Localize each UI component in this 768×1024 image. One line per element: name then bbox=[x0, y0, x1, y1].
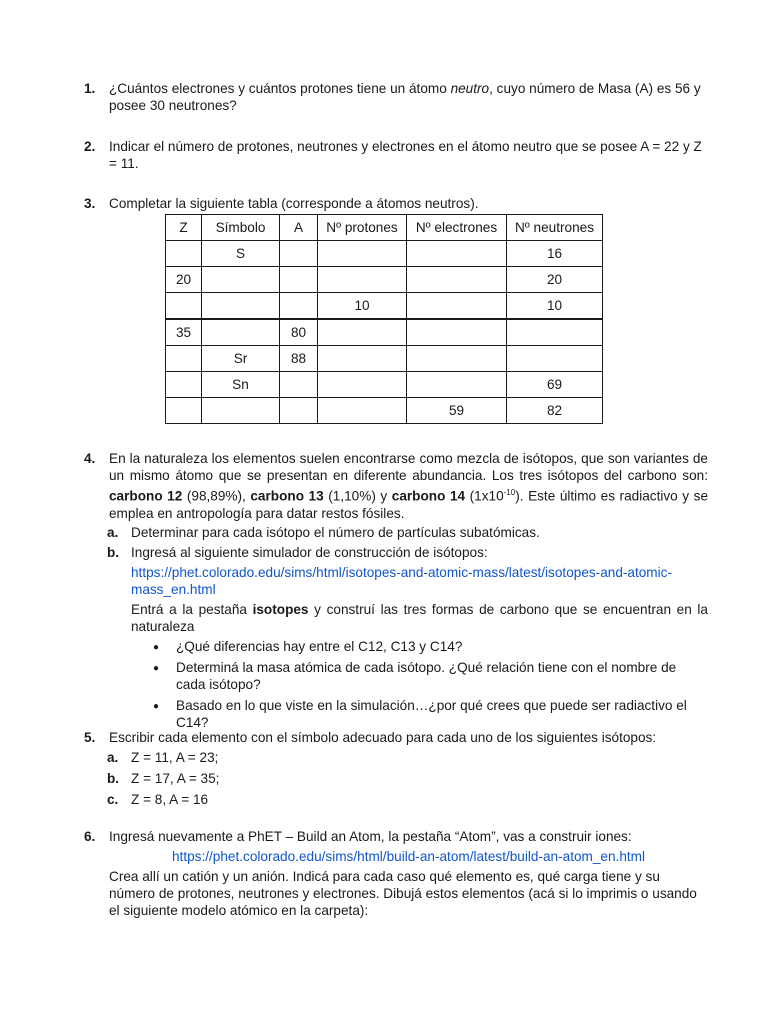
table-header-row bbox=[166, 215, 603, 241]
table-cell[interactable]: 88 bbox=[280, 346, 318, 372]
bullet-item bbox=[153, 659, 708, 693]
header-cell: Nº electrones bbox=[407, 215, 507, 241]
item-label: b. bbox=[107, 771, 120, 786]
subquestion-label: b. bbox=[107, 544, 120, 560]
table-cell[interactable] bbox=[407, 319, 507, 346]
subquestion-text: Determinar para cada isótopo el número de partículas subatómicas. bbox=[131, 524, 540, 540]
bullet-text: ¿Qué diferencias hay entre el C12, C13 y C14? bbox=[176, 638, 463, 654]
table-cell[interactable]: 10 bbox=[318, 293, 407, 320]
table-row bbox=[166, 398, 603, 424]
isotope-item bbox=[107, 791, 708, 808]
header-cell: Símbolo bbox=[202, 215, 280, 241]
table-cell[interactable]: 10 bbox=[507, 293, 603, 320]
question-6 bbox=[84, 828, 708, 919]
table-cell[interactable] bbox=[166, 346, 202, 372]
table-cell[interactable] bbox=[166, 241, 202, 267]
question-5 bbox=[84, 729, 708, 808]
table-row bbox=[166, 293, 603, 320]
table-cell[interactable] bbox=[166, 293, 202, 320]
bullet-icon: ● bbox=[153, 662, 160, 674]
item-text: Z = 8, A = 16 bbox=[131, 792, 209, 807]
bullet-icon: ● bbox=[153, 700, 160, 712]
table-cell[interactable] bbox=[202, 293, 280, 320]
item-text: Z = 11, A = 23; bbox=[131, 750, 219, 765]
table-row bbox=[166, 267, 603, 293]
table-row bbox=[166, 241, 603, 267]
table-cell[interactable] bbox=[507, 346, 603, 372]
bullet-text: Basado en lo que viste en la simulación…¿por qué crees que puede ser radiactivo el C14? bbox=[176, 697, 687, 730]
table-cell[interactable]: S bbox=[202, 241, 280, 267]
subquestion-label: a. bbox=[107, 524, 119, 540]
table-cell[interactable] bbox=[407, 267, 507, 293]
question-text: Ingresá nuevamente a PhET – Build an Atom, la pestaña “Atom”, vas a construir iones: bbox=[109, 829, 632, 844]
question-text: Escribir cada elemento con el símbolo adecuado para cada uno de los siguientes isótopos: bbox=[109, 730, 657, 745]
header-cell: Nº protones bbox=[318, 215, 407, 241]
bullet-item bbox=[153, 638, 708, 655]
table-row bbox=[166, 319, 603, 346]
question-1 bbox=[84, 80, 708, 114]
table-cell[interactable]: Sr bbox=[202, 346, 280, 372]
subquestion-b bbox=[107, 544, 708, 635]
header-cell: Z bbox=[166, 215, 202, 241]
table-cell[interactable] bbox=[280, 372, 318, 398]
question-number: 5. bbox=[84, 730, 96, 745]
table-row bbox=[166, 346, 603, 372]
bullet-icon: ● bbox=[153, 641, 160, 653]
table-cell[interactable]: 20 bbox=[166, 267, 202, 293]
subquestion-instructions: Entrá a la pestaña isotopes y construí las tres formas de carbono que se encuentran en la naturaleza bbox=[131, 601, 708, 634]
table-cell[interactable] bbox=[507, 319, 603, 346]
question-number: 2. bbox=[84, 139, 96, 154]
item-label: a. bbox=[107, 750, 119, 765]
header-cell: Nº neutrones bbox=[507, 215, 603, 241]
table-cell[interactable]: Sn bbox=[202, 372, 280, 398]
table-cell[interactable] bbox=[202, 267, 280, 293]
question-text: En la naturaleza los elementos suelen encontrarse como mezcla de isótopos, que son variantes de un mismo átomo que se presentan en diferente abundancia. Los tres isótopos del carbono son: carbono 12 (98,89%), carbono 13 (1,10%) y carbono 14 $(1x10^{-10})$. Este último es radiactivo y se emplea en antropología para datar restos fósiles. bbox=[109, 451, 708, 521]
table-cell[interactable] bbox=[166, 372, 202, 398]
question-number: 1. bbox=[84, 81, 96, 96]
table-cell[interactable] bbox=[407, 241, 507, 267]
header-cell: A bbox=[280, 215, 318, 241]
question-number: 4. bbox=[84, 451, 96, 466]
atoms-table bbox=[165, 214, 603, 424]
isotope-item bbox=[107, 749, 708, 766]
subquestion-text: Ingresá al siguiente simulador de construcción de isótopos: bbox=[131, 544, 488, 560]
question-4 bbox=[84, 450, 708, 731]
table-cell[interactable]: 20 bbox=[507, 267, 603, 293]
table-cell[interactable] bbox=[318, 372, 407, 398]
question-text: ¿Cuántos electrones y cuántos protones tiene un átomo neutro, cuyo número de Masa (A) es 56 y posee 30 neutrones? bbox=[109, 81, 701, 113]
question-text: Indicar el número de protones, neutrones y electrones en el átomo neutro que se posee A = 22 y Z = 11. bbox=[109, 139, 702, 171]
table-cell[interactable] bbox=[280, 398, 318, 424]
table-cell[interactable]: 59 bbox=[407, 398, 507, 424]
question-text: Completar la siguiente tabla (corresponde a átomos neutros). bbox=[109, 196, 479, 211]
table-cell[interactable] bbox=[318, 346, 407, 372]
table-cell[interactable] bbox=[318, 241, 407, 267]
isotope-item bbox=[107, 770, 708, 787]
table-cell[interactable]: 69 bbox=[507, 372, 603, 398]
question-number: 6. bbox=[84, 829, 96, 844]
table-cell[interactable] bbox=[407, 346, 507, 372]
question-2 bbox=[84, 138, 708, 172]
question-body: Crea allí un catión y un anión. Indicá para cada caso qué elemento es, qué carga tiene y su número de protones, neutrones y electrones. Dibujá estos elementos (acá si lo imprimis o usando el siguiente modelo atómico en la carpeta): bbox=[109, 869, 697, 918]
item-text: Z = 17, A = 35; bbox=[131, 771, 220, 786]
table-cell[interactable] bbox=[407, 372, 507, 398]
question-3 bbox=[84, 195, 708, 212]
table-cell[interactable] bbox=[318, 398, 407, 424]
bullet-item bbox=[153, 697, 708, 731]
question-number: 3. bbox=[84, 196, 96, 211]
table-cell[interactable] bbox=[280, 293, 318, 320]
table-cell[interactable] bbox=[318, 319, 407, 346]
subquestion-a bbox=[107, 524, 708, 541]
build-an-atom-link[interactable]: https://phet.colorado.edu/sims/html/build-an-atom/latest/build-an-atom_en.html bbox=[172, 849, 646, 864]
table-cell[interactable]: 35 bbox=[166, 319, 202, 346]
table-cell[interactable] bbox=[318, 267, 407, 293]
table-row bbox=[166, 372, 603, 398]
table-cell[interactable] bbox=[407, 293, 507, 320]
table-cell[interactable] bbox=[280, 267, 318, 293]
bullet-text: Determiná la masa atómica de cada isótopo. ¿Qué relación tiene con el nombre de cada isótopo? bbox=[176, 659, 677, 692]
table-cell[interactable] bbox=[280, 241, 318, 267]
item-label: c. bbox=[107, 792, 119, 807]
table-cell[interactable]: 16 bbox=[507, 241, 603, 267]
table-cell[interactable]: 80 bbox=[280, 319, 318, 346]
table-cell[interactable] bbox=[202, 319, 280, 346]
isotopes-simulator-link[interactable]: https://phet.colorado.edu/sims/html/isotopes-and-atomic-mass/latest/isotopes-and-atomic-mass_en.html bbox=[131, 564, 672, 597]
table-cell[interactable] bbox=[202, 398, 280, 424]
table-cell[interactable]: 82 bbox=[507, 398, 603, 424]
table-cell[interactable] bbox=[166, 398, 202, 424]
